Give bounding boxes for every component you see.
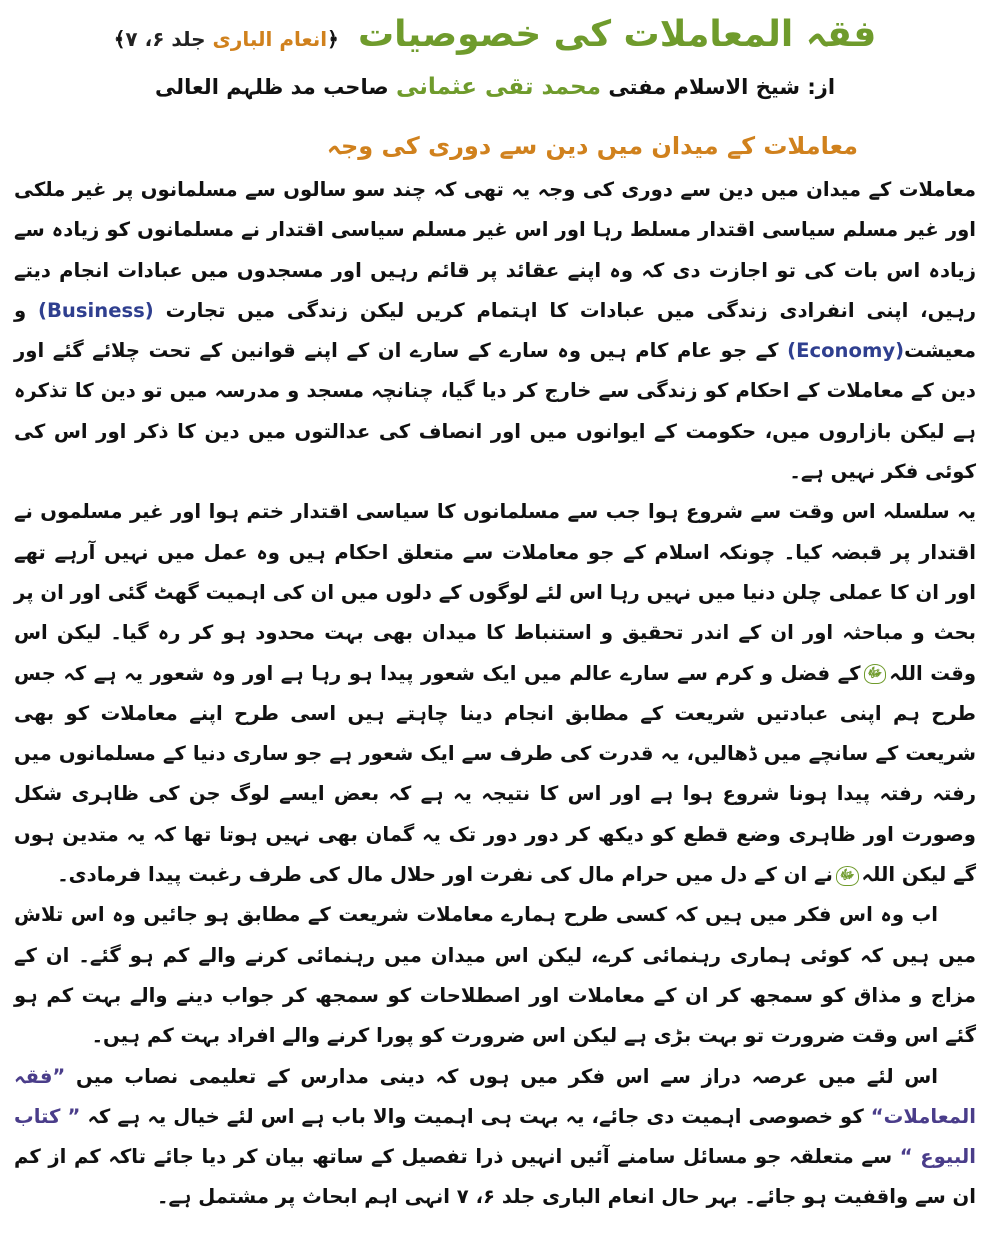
author-line <box>14 64 976 114</box>
author-suffix: صاحب مد ظلہم العالی <box>154 75 389 99</box>
article-body <box>14 170 976 1218</box>
author-prefix: از: شیخ الاسلام مفتی <box>608 75 836 99</box>
section-heading: معاملات کے میدان میں دین سے دوری کی وجہ <box>326 132 858 160</box>
term-economy: (Economy) <box>787 339 905 363</box>
paragraph-4-text-c: سے متعلقہ جو مسائل سامنے آئیں انہیں ذرا تفصیل کے ساتھ بیان کر دیا جائے تاکہ کم از کم ان سے واقفیت ہو جائے۔ بہر حال انعام الباری جلد ۶، ۷ انہی اہم ابحاث پر مشتمل ہے۔ <box>14 1145 976 1209</box>
book-reference <box>114 27 339 51</box>
paragraph-4-text-b: کو خصوصی اہمیت دی جائے، یہ بہت ہی اہمیت والا باب ہے اس لئے خیال یہ ہے کہ <box>87 1104 864 1128</box>
article-page <box>14 6 976 1218</box>
reference-brace-close: ﴾ <box>113 27 126 51</box>
term-kitab-al-buyu: ” کتاب البیوع “ <box>14 1104 976 1169</box>
reference-book-name: انعام الباری <box>212 27 328 51</box>
paragraph-3 <box>14 895 976 1056</box>
term-fiqh-al-muamalat: ”فقہ المعاملات“ <box>14 1064 976 1128</box>
paragraph-4-text-a: اس لئے میں عرصہ دراز سے اس فکر میں ہوں کہ دینی مدارس کے تعلیمی نصاب میں <box>75 1064 938 1088</box>
honorific-seal-icon: ﷻ <box>836 866 859 886</box>
paragraph-4 <box>14 1057 976 1218</box>
reference-volume: جلد ۶، ۷ <box>125 27 206 51</box>
paragraph-2-text-b: کے فضل و کرم سے سارے عالم میں ایک شعور پیدا ہو رہا ہے اور وہ شعور یہ ہے کہ جس طرح ہم اپنی عبادتیں شریعت کے مطابق انجام دینا چاہتے ہیں اسی طرح اپنے معاملات کو بھی شریعت کے سانچے میں ڈھالیں، یہ قدرت کی طرف سے ایک شعور ہے جو ساری دنیا کے مسلمانوں میں رفتہ رفتہ پیدا ہونا شروع ہوا ہے اور اس کا نتیجہ یہ ہے کہ بعض ایسے لوگ جن کی ظاہری شکل وصورت اور ظاہری وضع قطع کو دیکھ کر دور دور تک یہ گمان بھی نہیں ہوتا تھا کہ یہ متدین ہوں گے لیکن اللہ <box>14 661 976 887</box>
article-title: فقہ المعاملات کی خصوصیات <box>357 14 877 55</box>
reference-brace-open: ﴿ <box>327 27 339 51</box>
term-business: (Business) <box>38 298 154 322</box>
paragraph-2-text-c: نے ان کے دل میں حرام مال کی نفرت اور حلال مال کی طرف رغبت پیدا فرمادی۔ <box>57 863 833 887</box>
paragraph-1-text-b: و معیشت <box>14 298 976 363</box>
paragraph-2 <box>14 492 976 895</box>
title-row <box>14 6 976 64</box>
paragraph-3-text: اب وہ اس فکر میں ہیں کہ کسی طرح ہمارے معاملات شریعت کے مطابق ہو جائیں وہ اس تلاش میں ہیں کہ کوئی ہماری رہنمائی کرے، لیکن اس میدان میں رہنمائی کرنے والے کم ہو گئے۔ ان کے مزاج و مذاق کو سمجھ کر ان کے معاملات اور اصطلاحات کو سمجھ کر جواب دینے والے بہت کم ہو گئے اس وقت ضرورت تو بہت بڑی ہے لیکن اس ضرورت کو پورا کرنے والے افراد بہت کم ہیں۔ <box>14 903 976 1048</box>
honorific-seal-icon: ﷻ <box>864 664 887 684</box>
paragraph-2-text-a: یہ سلسلہ اس وقت سے شروع ہوا جب سے مسلمانوں کا سیاسی اقتدار ختم ہوا اور غیر مسلموں نے اقتدار پر قبضہ کیا۔ چونکہ اسلام کے جو معاملات سے متعلق احکام ہیں وہ عمل میں نہیں آرہے تھے اور ان کا عملی چلن دنیا میں نہیں رہا اس لئے لوگوں کے دلوں میں ان کی اہمیت گھٹ گئی اور ان پر بحث و مباحثہ اور ان کے اندر تحقیق و استنباط کا میدان بھی بہت محدود ہو کر رہ گیا۔ لیکن اس وقت اللہ <box>14 500 976 685</box>
paragraph-1-text-c: کے جو عام کام ہیں وہ سارے کے سارے ان کے اپنے قوانین کے تحت چلائے گئے اور دین کے معاملات کے احکام کو زندگی سے خارج کر دیا گیا، چنانچہ مسجد و مدرسہ میں تو دین کا تذکرہ ہے لیکن بازاروں میں، حکومت کے ایوانوں میں اور انصاف کی عدالتوں میں دین کا ذکر اور اس کی کوئی فکر نہیں ہے۔ <box>14 339 976 484</box>
paragraph-1-text-a: معاملات کے میدان میں دین سے دوری کی وجہ یہ تھی کہ چند سو سالوں سے مسلمانوں پر غیر ملکی اور غیر مسلم سیاسی اقتدار مسلط رہا اور اس غیر مسلم سیاسی اقتدار نے مسلمانوں کو زیادہ سے زیادہ اس بات کی تو اجازت دی کہ وہ اپنے عقائد پر قائم رہیں اور مسجدوں میں عبادات انجام دیتے رہیں، اپنی انفرادی زندگی میں عبادات کا اہتمام کریں لیکن زندگی میں تجارت <box>14 178 977 322</box>
paragraph-1 <box>14 170 976 492</box>
author-name: محمد تقی عثمانی <box>395 74 601 100</box>
